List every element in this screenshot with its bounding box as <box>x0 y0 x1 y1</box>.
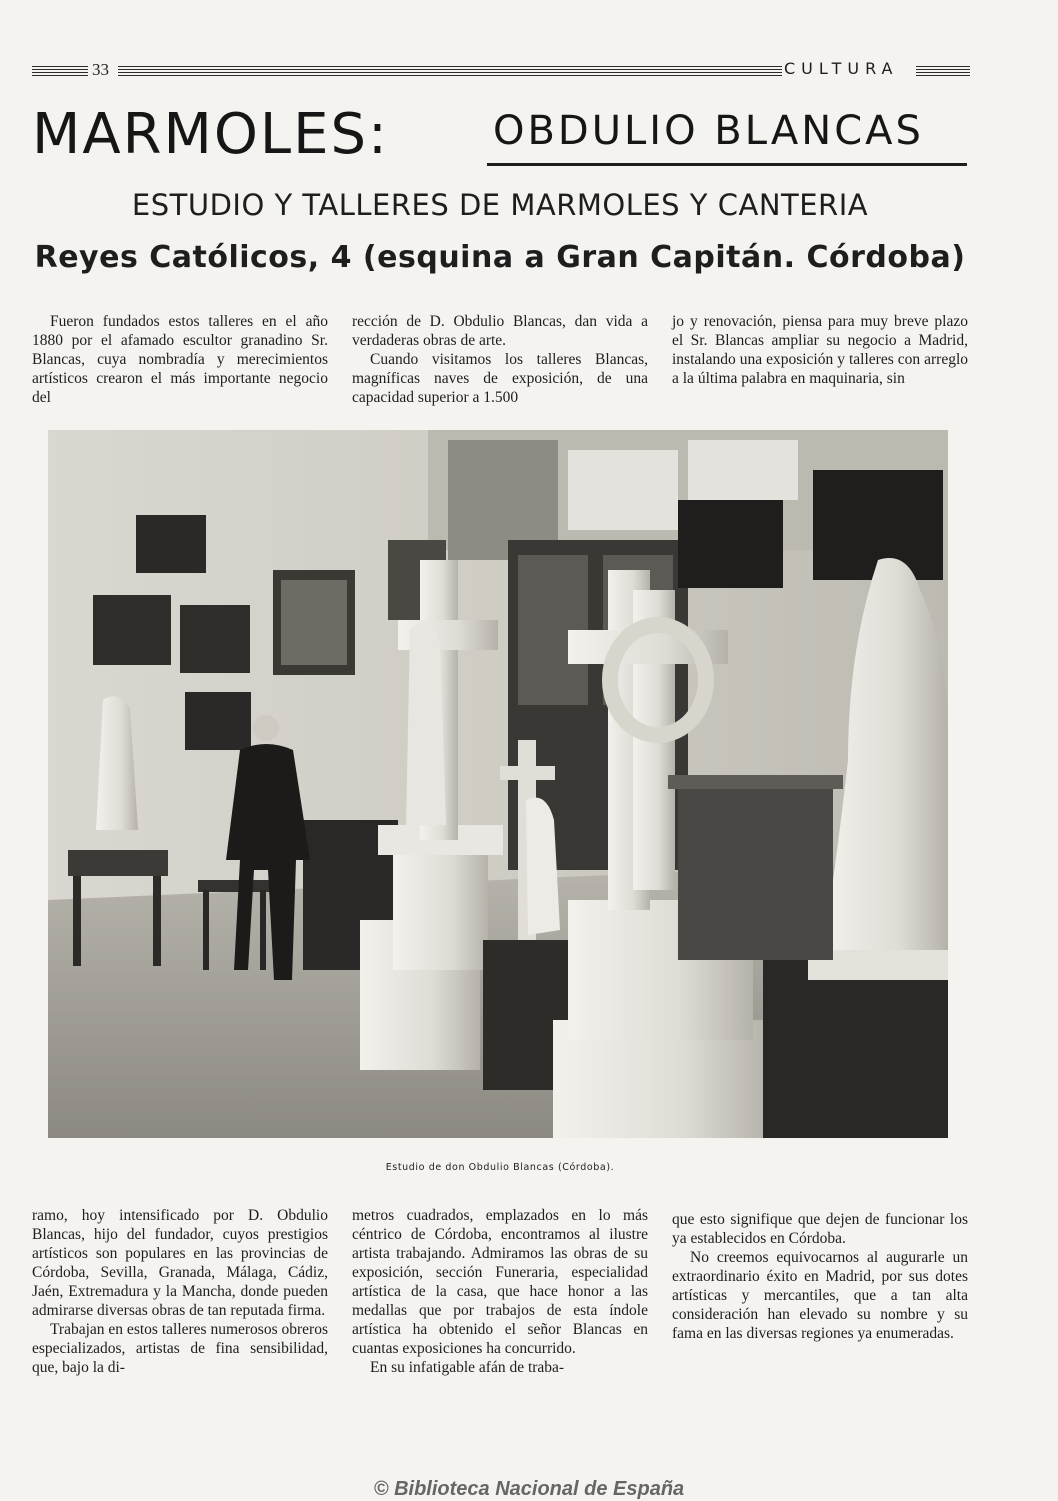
paragraph: No creemos equivocarnos al augurarle un extraordinario éxito en Madrid, por sus dotes artísticas y mercantiles, que a tan alta consideración han elevado su nombre y su fama en las diversas regiones ya enumeradas. <box>672 1249 968 1342</box>
paragraph: jo y renovación, piensa para muy breve plazo el Sr. Blancas ampliar su negocio a Madrid, instalando una exposición y talleres con arreglo a la última palabra en maquinaria, sin <box>672 313 968 387</box>
title-underline <box>487 163 967 166</box>
section-label: CULTURA <box>784 59 899 78</box>
column-1-top <box>32 312 328 407</box>
photo-caption: Estudio de don Obdulio Blancas (Córdoba). <box>385 1162 615 1173</box>
page-number: 33 <box>92 60 109 79</box>
running-header <box>32 60 970 82</box>
paragraph: rección de D. Obdulio Blancas, dan vida a verdaderas obras de arte. <box>352 313 648 349</box>
paragraph: Fueron fundados estos talleres en el año 1880 por el afamado escultor granadino Sr. Blancas, cuya nombradía y merecimientos artísticos crearon el más importante negocio del <box>32 313 328 406</box>
photograph-illustration <box>48 430 948 1138</box>
header-rule-left <box>32 66 88 76</box>
article-address: Reyes Católicos, 4 (esquina a Gran Capitán. Córdoba) <box>34 240 966 275</box>
paragraph: ramo, hoy intensificado por D. Obdulio Blancas, hijo del fundador, cuyos prestigios artísticos son populares en las provincias de Córdoba, Sevilla, Granada, Málaga, Cádiz, Jaén, Extremadura y la Mancha, donde pueden admirarse diversas obras de tan reputada firma. <box>32 1207 328 1319</box>
header-rule-right <box>916 66 970 76</box>
library-credit: © Biblioteca Nacional de España <box>373 1478 685 1500</box>
paragraph: metros cuadrados, emplazados en lo más céntrico de Córdoba, encontramos al ilustre artista trabajando. Admiramos las obras de su exposición, sección Funeraria, especialidad artística de la casa, que hace honor a las medallas que por trabajos de esta índole artística ha obtenido el señor Blancas en cuantas exposiciones ha concurrido. <box>352 1207 648 1357</box>
paragraph: que esto signifique que dejen de funcionar los ya establecidos en Córdoba. <box>672 1211 968 1247</box>
column-1-bottom <box>32 1206 328 1377</box>
paragraph: Trabajan en estos talleres numerosos obreros especializados, artistas de fina sensibilidad, que, bajo la di- <box>32 1321 328 1376</box>
paragraph: En su infatigable afán de traba- <box>370 1359 565 1376</box>
column-3-top <box>672 312 968 388</box>
header-rule-middle <box>118 66 782 76</box>
column-3-bottom <box>672 1210 968 1343</box>
column-2-top <box>352 312 648 407</box>
article-title: MARMOLES: <box>32 102 389 167</box>
column-2-bottom <box>352 1206 648 1377</box>
paragraph: Cuando visitamos los talleres Blancas, magníficas naves de exposición, de una capacidad superior a 1.500 <box>352 351 648 406</box>
article-name: OBDULIO BLANCAS <box>493 108 924 154</box>
article-subtitle: ESTUDIO Y TALLERES DE MARMOLES Y CANTERIA <box>131 188 869 222</box>
workshop-photograph <box>48 430 948 1138</box>
